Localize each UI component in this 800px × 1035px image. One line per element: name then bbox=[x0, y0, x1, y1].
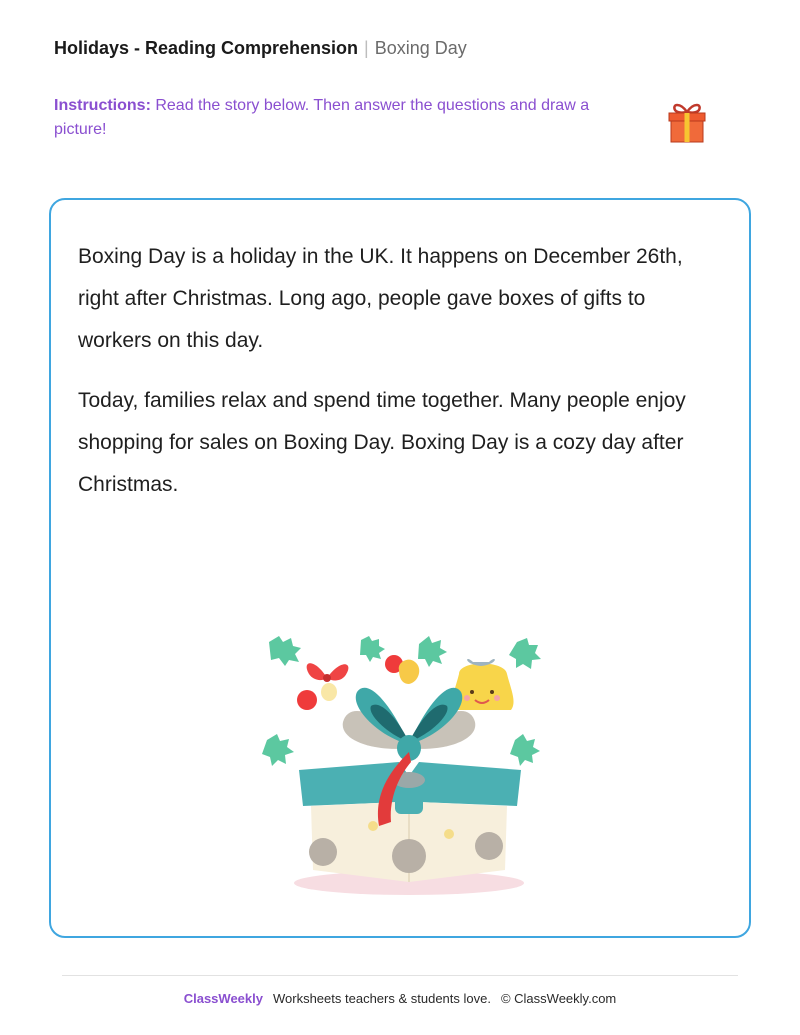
instructions bbox=[54, 94, 614, 142]
footer-brand: ClassWeekly bbox=[183, 991, 263, 1006]
gift-box-illustration bbox=[259, 630, 559, 900]
story-box bbox=[49, 198, 751, 938]
worksheet-title: Holidays - Reading Comprehension bbox=[54, 38, 359, 58]
story-paragraph: Boxing Day is a holiday in the UK. It happens on December 26th, right after Christmas. Long ago, people gave boxes of gifts to workers on this day. bbox=[78, 245, 683, 352]
page-header bbox=[54, 37, 467, 59]
instructions-label: Instructions: bbox=[54, 97, 151, 114]
worksheet-subtitle: Boxing Day bbox=[374, 38, 467, 58]
footer-tagline: Worksheets teachers & students love. bbox=[272, 991, 491, 1006]
page-footer bbox=[0, 990, 800, 1008]
title-separator: | bbox=[364, 38, 369, 58]
footer-copyright: © ClassWeekly.com bbox=[500, 991, 617, 1006]
instructions-text: Read the story below. Then answer the questions and draw a picture! bbox=[54, 97, 590, 138]
gift-icon bbox=[666, 98, 708, 144]
story-paragraph: Today, families relax and spend time together. Many people enjoy shopping for sales on Boxing Day. Boxing Day is a cozy day after Christmas. bbox=[78, 389, 686, 496]
footer-divider bbox=[62, 975, 738, 976]
